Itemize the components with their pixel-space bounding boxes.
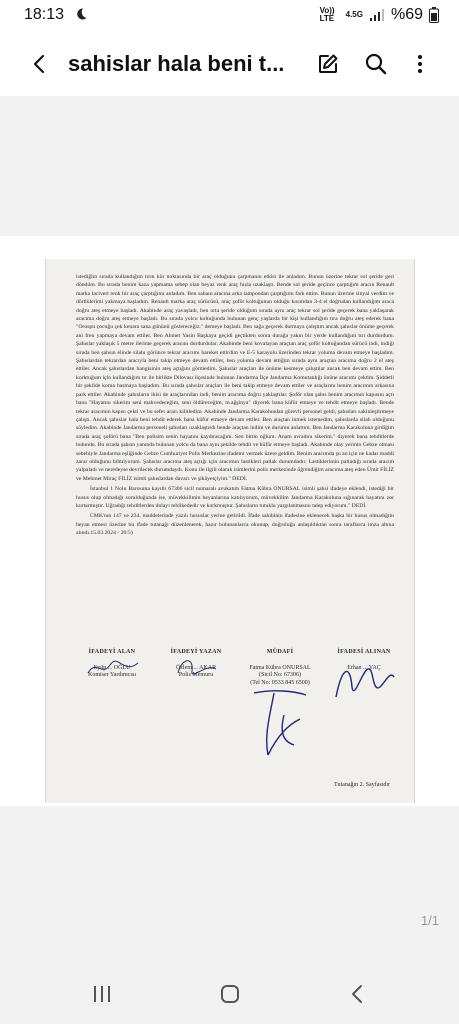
back-nav-icon bbox=[347, 983, 369, 1005]
document-body bbox=[76, 273, 394, 538]
signature-role: Komiser Yardımcısı bbox=[88, 672, 136, 678]
signature-role: Polis Memuru bbox=[178, 672, 214, 678]
edit-icon bbox=[316, 52, 340, 76]
signature-column bbox=[154, 649, 238, 680]
app-bar bbox=[0, 32, 459, 96]
signature-heading: İFADEYİ ALAN bbox=[88, 649, 136, 655]
page-counter: 1/1 bbox=[420, 913, 439, 928]
battery-text: %69 bbox=[390, 6, 423, 23]
back-button[interactable] bbox=[22, 46, 58, 82]
handwritten-signature bbox=[328, 657, 400, 707]
battery-icon bbox=[429, 7, 439, 23]
network-type: 4.5G bbox=[345, 10, 363, 19]
more-vertical-icon bbox=[408, 52, 432, 76]
handwritten-signature bbox=[172, 653, 222, 683]
signature-name: Eyüp ... OĞLU bbox=[93, 664, 131, 671]
status-icons bbox=[320, 6, 439, 24]
signature-column bbox=[322, 649, 406, 672]
paragraph-lawyer: İstanbul 1 Nolu Barosuna kayıtlı 67306 sicil numaralı avukatım Fatma Kübra ONURSAL isimli şahsi ifadeye eklendi, istediği bir husus olup olmadığı sorulduğunda ise, müvekkilimin beyanlarına katılıyorum, müvekkilim Jandarma Karakoluna sığınarak hayatını zor kurtarmıştır. Uğradığı tehditlerden dolayı tehlikededir ve korkmuştur. Şahısların tutuklu yargılanmasını talep ediyorum." DEDİ. bbox=[76, 486, 394, 509]
scanned-document bbox=[45, 259, 415, 803]
document-viewer[interactable] bbox=[0, 96, 459, 956]
status-time: 18:13 bbox=[24, 6, 65, 23]
back-arrow-icon bbox=[29, 53, 51, 75]
signature-heading: İFADEYİ YAZAN bbox=[170, 649, 222, 655]
document-title: sahislar hala beni t... bbox=[68, 51, 285, 76]
signature-block bbox=[70, 649, 400, 799]
search-icon bbox=[364, 52, 388, 76]
search-button[interactable] bbox=[358, 46, 394, 82]
signature-column bbox=[70, 649, 154, 680]
nav-back-button[interactable] bbox=[338, 976, 378, 1012]
signature-heading: MÜDAFİ bbox=[266, 649, 294, 655]
signature-name: Fatma Kübra ONURSAL bbox=[249, 664, 311, 671]
home-icon bbox=[218, 982, 242, 1006]
signal-icon bbox=[369, 8, 385, 22]
home-button[interactable] bbox=[210, 976, 250, 1012]
signature-phone: (Tel No: 0533 845 6500) bbox=[250, 679, 310, 686]
edit-button[interactable] bbox=[310, 46, 346, 82]
status-bar bbox=[0, 0, 459, 32]
handwritten-signature bbox=[244, 685, 314, 765]
signature-role: (Sicil No: 67306) bbox=[259, 672, 301, 678]
signature-heading: İFADESİ ALINAN bbox=[337, 649, 391, 655]
handwritten-signature bbox=[84, 655, 144, 681]
signature-name: Özlem ... AKAR bbox=[175, 664, 217, 671]
signature-name: Erhan ... VAÇ bbox=[347, 664, 381, 671]
recent-apps-button[interactable] bbox=[82, 976, 122, 1012]
page-footer-label: Tutanağın 2. Sayfasıdır bbox=[334, 782, 390, 788]
paragraph-statement: istediğim sırada kullandığım tırın kör noktasında bir araç olduğunu çarpmanın etkisi ile anladım. Bunun üzerine tekrar sol şeride geri döndüm. Bu sırada benim kaza yapmama sebep olan beyaz renk araç hızla uzaklaştı. Bende sol şeride geçince çarptığım aracın Renault marka lacivert renk bir araç çarptığımı anladım. Ben sabaın aracına arka tampondan çarptığımı fark ettim. Bunun üzerine sinyal verdim ve dörtlülerimi yakmaya başladım. Renault marka araç sürücüsü, araç şoför koltuğunun olduğu kısımdan 3-4 el doğrudan kullandığım araca doğru ateş etmeye başladı. Akabinde araç yavaşladı, ben orta şeride olduğum sırada aynı araç tekrar sol şeride geçerek bana yaklaşarak aracıma doğru ateş etmeye başladı. Bu sırada yolcu koltuğunda bulunan genç yaşlarda bir kişi kullandığım tıra doğru ateş ederek bana "Orospu çocuğu çek kenara sana gününü göstereceğiz." demeye başladı. Ben sağa geçerek durmaya çalıştım ancak şahıslar önüme geçerek ani fren yapmaya devam ettiler. Ben Ahmet Yasin Başkaya geçidi geçtikten sonra durağa yakın bir yerde kullandığım tırı durdurdum. Şahıslar yaklaşık 5 metre ilerime geçerek aracını durdurdular. Akabinde beni kovalayan araçtan araç şoför koltuğundan sürücü indi, indiği sırada ben şahsın elinde silahı görünce tekrar aracımı hareket ettirdim ve E-5 karayolu üzerinden tekrar yoluma devam etmeye başladım. Şahıslardan tekrardan aracıyla beni takip etmeye devam ettiler, ben yoluma devam ettiğim sırada aynı araçtan aracıma doğru 2 el ateş ettiler. Ancak şahıslardan hangisinin ateş açtığını görmedim. Şahıslar araçları ile önüme kesmeye çalıştılar ancak ben devam ettim. Ben korktuğum için kullandığım tır ile birlikte Dilovası ilçesinde bulunan Jandarma İlçe Jandarma Komutanlığı önüne aracımı çektim. Şiddetli bir şekilde korna basmaya başladım. Bu sırada şahıslar araçları ile beni takip etmeye devam ettiler ve araçlarını benim aracımın arkasına park ettiler. Akabinde şahısların ikisi de araçlarından indi, benim aracıma doğru yaklaştılar. Şoför olan şahıs benim aracımın kapısını açtı bana "Hayatını sikerim seni mahvedeceğim, seni öldüreceğim, m.ağşinya" diyerek bana küfür etmeye ve tehdit etmeye başladı. Bende tekrar aracımın kapısı çekti ve bu sefer aracı kilitledim. Akabinde Jandarma Karakolundan görevli personel geldi, şahısları sakinleştirmeye çalıştı. Ancak şahıslar hala beni tehdit ederek bana küfür etmeye devam ettiler. Ben araçtan inmek istemedim, şahıslarda silah olduğunu söyledim. Akabinde Jandarma personeli şahısları uzaklaştırdı bende araçtan indim ve durumu anlattım. Ben Jandarma Karakoluna girdiğim sırada araç şoförü bana "Ben polisim senin hayatını kaydıracağım. Sen bittin oğlum. Anam avradını sikerim." diyerek bana tehditlerde bulundu. Bu sırada şahsın yanında bulunan yolcu da bana aynı şekilde tehdit ve küfür etmeye başladı. Akabinde olay yerinin Gebze olması sebebiyle Jandarma eşliğinde Gebze Cumhuriyet Polis Merkezine ifademi vermek üzere geldim. Benim aracımda şu an için ne kadar maddi zarar olduğunu bilmiyorum. Şahıslar aracıma ateş açtığı için aracımın lastikleri patlak durumdadır. Lastiklerimin patladığı sırada aracım yalpaladı ve neredeyse devrilecek durumdaydı. Konu ile ilgili olarak isimlerini polis merkezinde öğrendiğim aracıma ateş eden Ümit FİLİZ ve Mehmet Miraç FİLİZ isimli şahıslardan davacı ve şikâyetçiyim." DEDİ. bbox=[76, 274, 394, 482]
recent-apps-icon bbox=[91, 983, 113, 1005]
signature-column bbox=[238, 649, 322, 687]
moon-icon bbox=[74, 7, 88, 21]
volte-icon: Vo)) LTE bbox=[319, 6, 335, 23]
paragraph-closing: CMK'nın 147 ve 234. maddelerinde yazılı hususlar yerine getirildi. İfade sahibinin ifadesine eklenecek başka bir husus olmadığını beyan etmesi üzerine bu ifade tutanağı düzenlenerek, hazır bulunanlarca okunup, doğruluğu anlaşıldıktan sonra taraflarca imza altına alındı.15.03.2024 - 20:5) bbox=[76, 513, 394, 537]
system-nav-bar bbox=[0, 960, 459, 1024]
pdf-page[interactable] bbox=[0, 236, 459, 806]
more-options-button[interactable] bbox=[402, 46, 438, 82]
